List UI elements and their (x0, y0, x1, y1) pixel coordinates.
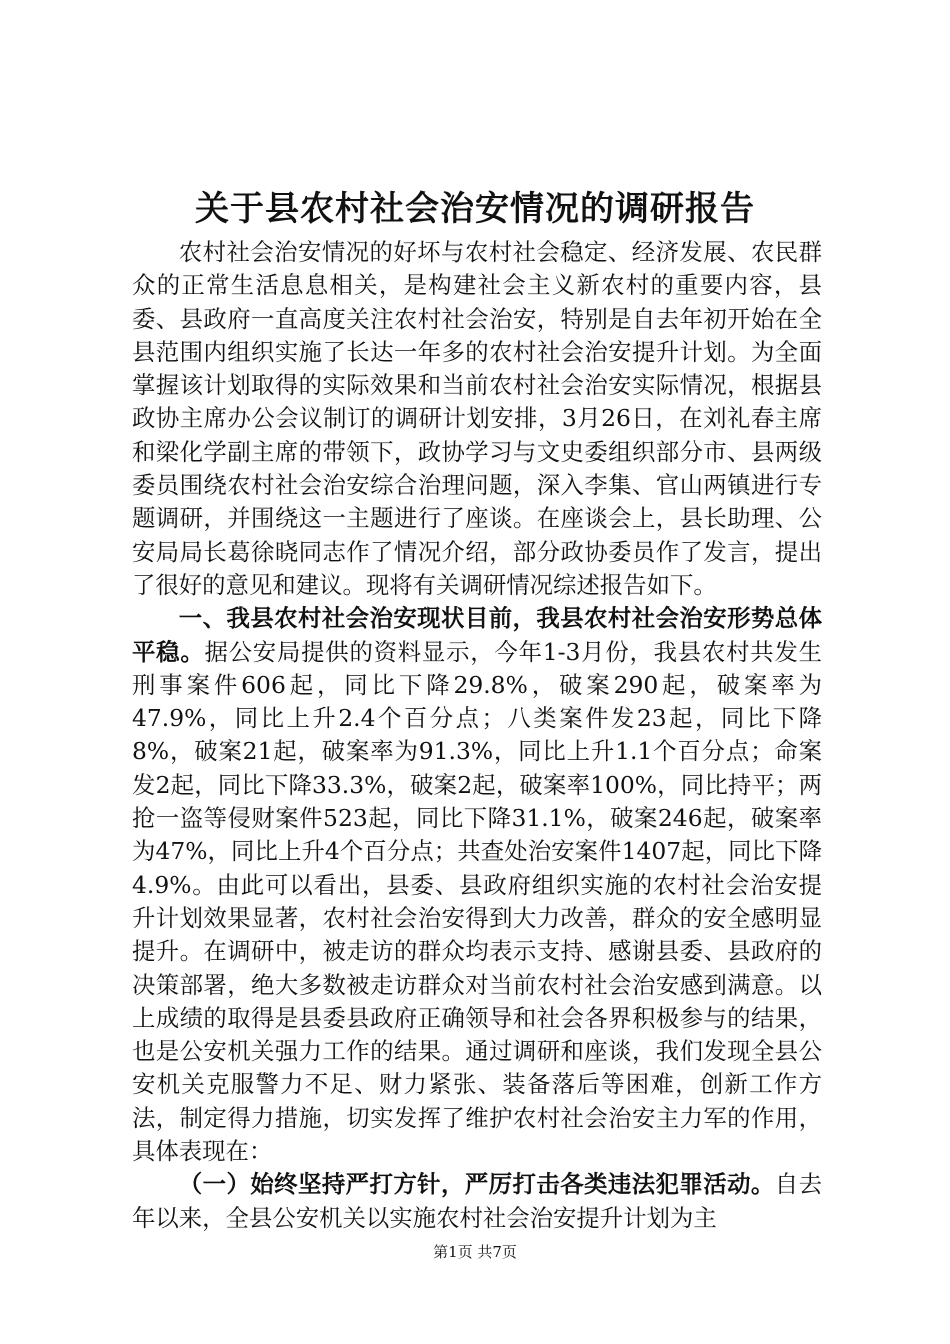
paragraph-intro-text: 农村社会治安情况的好坏与农村社会稳定、经济发展、农民群众的正常生活息息相关，是构建社会主义新农村的重要内容，县委、县政府一直高度关注农村社会治安，特别是自去年初开始在全县范围内组织实施了长达一年多的农村社会治安提升计划。为全面掌握该计划取得的实际效果和当前农村社会治安实际情况，根据县政协主席办公会议制订的调研计划安排，3月26日，在刘礼春主席和梁化学副主席的带领下，政协学习与文史委组织部分市、县两级委员围绕农村社会治安综合治理问题，深入李集、官山两镇进行专题调研，并围绕这一主题进行了座谈。在座谈会上，县长助理、公安局局长葛徐晓同志作了情况介绍，部分政协委员作了发言，提出了很好的意见和建议。现将有关调研情况综述报告如下。 (132, 238, 822, 599)
paragraph-intro (132, 236, 822, 602)
subsection-1-heading: （一）始终坚持严打方针，严厉打击各类违法犯罪活动。 (178, 1170, 775, 1199)
subsection-1-text: 自去年以来，全县公安机关以实施农村社会治安提升计划为主 (132, 1170, 823, 1232)
document-body (132, 236, 822, 1235)
paragraph-subsection-1 (132, 1168, 822, 1235)
document-title: 关于县农村社会治安情况的调研报告 (195, 189, 755, 229)
section-1-heading: 一、我县农村社会治安现状目前，我县农村社会治安形势总体平稳。 (132, 604, 822, 666)
paragraph-section-1 (132, 602, 822, 1168)
section-1-text: 据公安局提供的资料显示，今年1-3月份，我县农村共发生刑事案件606起，同比下降29.8%，破案290起，破案率为47.9%，同比上升2.4个百分点；八类案件发23起，同比下降8%，破案21起，破案率为91.3%，同比上升1.1个百分点；命案发2起，同比下降33.3%，破案2起，破案率100%，同比持平；两抢一盗等侵财案件523起，同比下降31.1%，破案246起，破案率为47%，同比上升4个百分点；共查处治安案件1407起，同比下降4.9%。由此可以看出，县委、县政府组织实施的农村社会治安提升计划效果显著，农村社会治安得到大力改善，群众的安全感明显提升。在调研中，被走访的群众均表示支持、感谢县委、县政府的决策部署，绝大多数被走访群众对当前农村社会治安感到满意。以上成绩的取得是县委县政府正确领导和社会各界积极参与的结果，也是公安机关强力工作的结果。通过调研和座谈，我们发现全县公安机关克服警力不足、财力紧张、装备落后等困难，创新工作方法，制定得力措施，切实发挥了维护农村社会治安主力军的作用，具体表现在： (132, 637, 822, 1166)
page-footer: 第1页 共7页 (433, 1243, 517, 1261)
